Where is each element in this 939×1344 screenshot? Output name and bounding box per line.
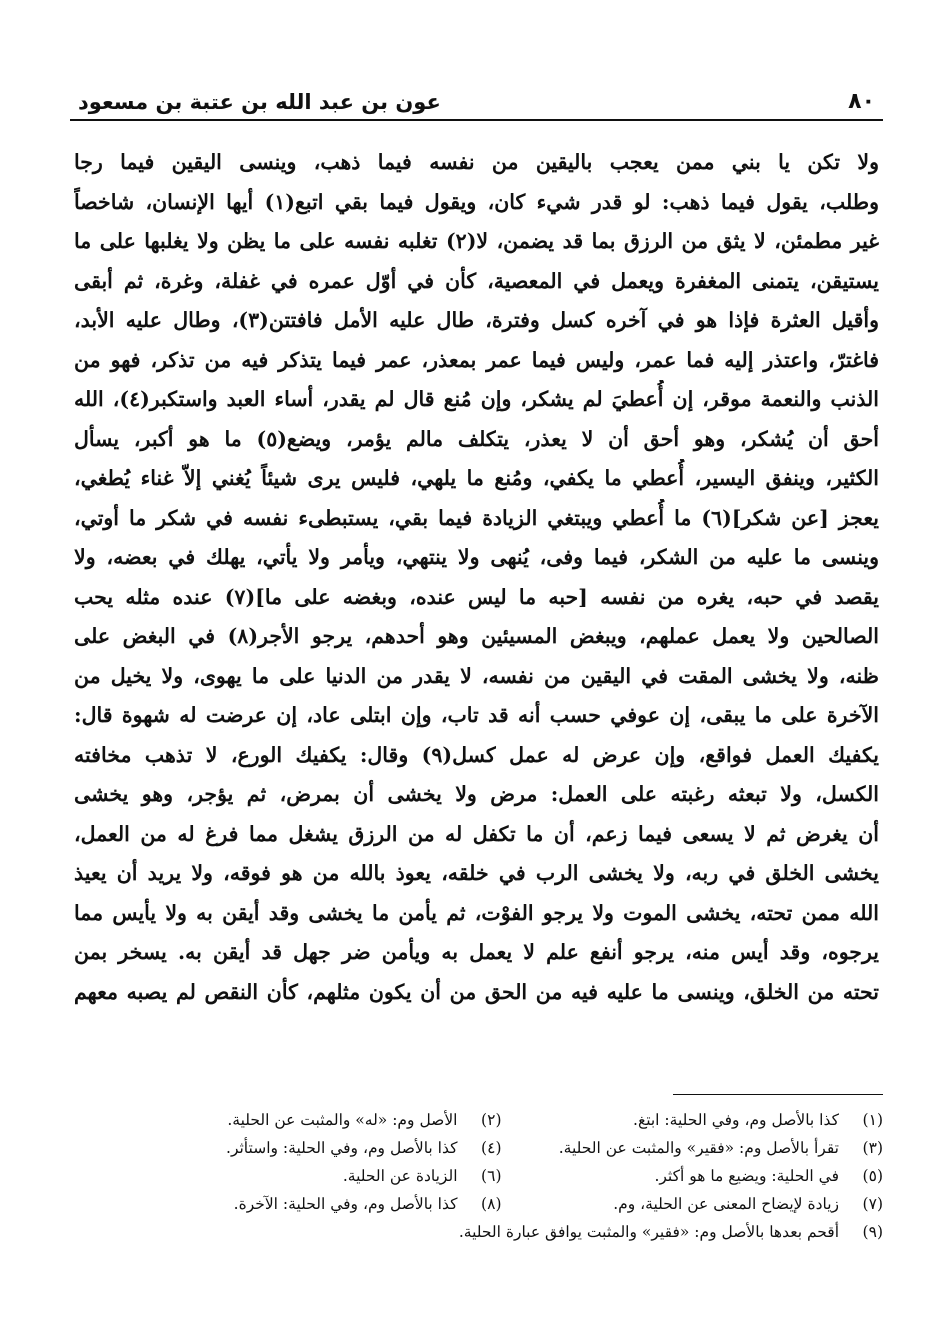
- footnote: [120, 1218, 883, 1246]
- footnote: [120, 1134, 502, 1162]
- text-line: يخشى الخلق في ربه، ولا يخشى الرب في خلقه، يعوذ بالله من هو فوقه، ولا يريد أن يعيذ: [74, 861, 879, 885]
- text-line: الكثير، وينفق اليسير، أُعطي ما يكفي، ومُنع ما يلهي، فليس يرى شيئاً يُغني إلاّ غناء يُطغي،: [74, 466, 879, 490]
- footnote: [502, 1162, 884, 1190]
- text-line: وينسى ما عليه من الشكر، فيما وفى، يُنهى ولا ينتهي، ويأمر ولا يأتي، يهلك في بعضه، ولا: [74, 545, 879, 569]
- footnote: [502, 1134, 884, 1162]
- header-divider: [70, 119, 883, 121]
- footnote: [502, 1190, 884, 1218]
- footnote-text: في الحلية: ويضيع ما هو أكثر.: [654, 1167, 839, 1185]
- text-line: أحق أن يُشكر، وهو أحق أن لا يعذر، يتكلف مالم يؤمر، ويضع(٥) ما هو أكبر، يسأل: [74, 426, 879, 451]
- footnote-number: (٣): [862, 1139, 883, 1157]
- text-line: وطلب، يقول فيما ذهب: لو قدر شيء كان، ويقول فيما بقي اتبع(١) أيها الإنسان، شاخصاً: [74, 189, 879, 214]
- text-line: يستيقن، يتمنى المغفرة ويعمل في المعصية، كأن في أوّل عمره في غفلة، وغرة، ثم أبقى: [74, 268, 879, 293]
- footnote-text: كذا بالأصل وم، وفي الحلية: واستأثر.: [226, 1139, 458, 1157]
- footnote-divider: [673, 1094, 883, 1095]
- footnote-number: (٢): [481, 1111, 502, 1129]
- footnote-row: [120, 1190, 883, 1218]
- text-line: الذنب والنعمة موقر، إن أُعطيَ لم يشكر، وإن مُنع قال لم يقدر، أساء العبد واستكبر(٤)، الله: [74, 387, 879, 411]
- text-line: الصالحين ولا يعمل عملهم، ويبغض المسيئين وهو أحدهم، يرجو الأجر(٨) في البغض على: [74, 624, 879, 648]
- footnote-text: زيادة لإيضاح المعنى عن الحلية، وم.: [613, 1195, 839, 1213]
- footnote-row: [120, 1134, 883, 1162]
- footnote-text: الزيادة عن الحلية.: [342, 1167, 458, 1185]
- text-line: ولا تكن يا بني ممن يعجب باليقين من نفسه فيما ذهب، وينسى اليقين فيما رجا: [74, 150, 879, 174]
- footnote-text: الأصل وم: «له» والمثبت عن الحلية.: [227, 1111, 458, 1129]
- text-line: الآخرة على ما يبقى، إن عوفي حسب أنه قد تاب، وإن ابتلى عاد، إن عرضت له شهوة قال:: [74, 703, 879, 727]
- page-header: [78, 74, 875, 114]
- footnote: [120, 1190, 502, 1218]
- text-line: تحته من الخلق، وينسى ما عليه فيه من الحق من أن يكون مثلهم، كأن النقص لم يصبه معهم: [74, 979, 879, 1004]
- text-line: يرجوه، وقد أيس منه، يرجو أنفع علم لا يعمل به ويأمن ضر جهل قد أيقن به. يسخر بمن: [74, 940, 879, 964]
- footnote-row: [120, 1162, 883, 1190]
- footnote-text: كذا بالأصل وم، وفي الحلية: الآخرة.: [233, 1195, 458, 1213]
- footnote-text: كذا بالأصل وم، وفي الحلية: ابتغ.: [633, 1111, 839, 1129]
- text-line: الكسل، ولا تبعثه رغبته على العمل: مرض ولا يخشى أن بمرض، ثم يؤجر، وهو يخشى: [74, 782, 879, 806]
- footnote-number: (١): [862, 1111, 883, 1129]
- footnote-number: (٥): [862, 1167, 883, 1185]
- running-title: عون بن عبد الله بن عتبة بن مسعود: [78, 90, 441, 114]
- text-line: غير مطمئن، لا يثق من الرزق بما قد يضمن، لا(٢) تغلبه نفسه على ما يظن ولا يغلبها على ما: [74, 229, 879, 253]
- footnote-row: [120, 1106, 883, 1134]
- text-line: يكفيك العمل فواقع، وإن عرض له عمل كسل(٩) وقال: يكفيك الورع، لا تذهب مخافته: [74, 742, 879, 767]
- footnote: [120, 1106, 502, 1134]
- text-line: يقصد في حبه، يغره من نفسه [حبه ما ليس عنده، وبغضه على ما](٧) عنده مثله يحب: [74, 584, 879, 609]
- footnote-text: أقحم بعدها بالأصل وم: «فقير» والمثبت يوافق عبارة الحلية.: [458, 1223, 839, 1241]
- text-line: وأقيل العثرة فإذا هو في آخره كسل وفترة، طال عليه الأمل فافتتن(٣)، وطال عليه الأبد،: [74, 308, 879, 332]
- footnote-number: (٤): [481, 1139, 502, 1157]
- footnote-number: (٦): [481, 1167, 502, 1185]
- footnote: [502, 1106, 884, 1134]
- footnotes: [120, 1106, 883, 1246]
- main-text: [74, 143, 879, 1012]
- text-line: فاغترّ، واعتذر إليه فما عمر، وليس فيما عمر بمعذر، عمر فيما يتذكر فيه من تذكر، فهو من: [74, 347, 879, 372]
- footnote: [120, 1162, 502, 1190]
- footnote-text: تقرأ بالأصل وم: «فقير» والمثبت عن الحلية.: [558, 1139, 839, 1157]
- text-line: الله ممن تحته، يخشى الموت ولا يرجو الفوْت، ثم يأمن ما يخشى وقد أيقن به ولا يأيس مما: [74, 900, 879, 925]
- text-line: يعجز [عن شكر](٦) ما أُعطي ويبتغي الزيادة فيما بقي، يستبطىء نفسه في شكر ما أوتي،: [74, 505, 879, 530]
- page-number: ٨٠: [848, 89, 875, 114]
- footnote-number: (٩): [862, 1223, 883, 1241]
- footnote-number: (٧): [862, 1195, 883, 1213]
- text-line: ظنه، ولا يخشى المقت في اليقين من نفسه، لا يقدر من الدنيا على ما يهوى، ولا يخيل من: [74, 663, 879, 688]
- footnote-number: (٨): [481, 1195, 502, 1213]
- text-line: أن يغرض ثم لا يسعى فيما زعم، أن ما تكفل له من الرزق يشغل مما فرغ له من العمل،: [74, 821, 879, 846]
